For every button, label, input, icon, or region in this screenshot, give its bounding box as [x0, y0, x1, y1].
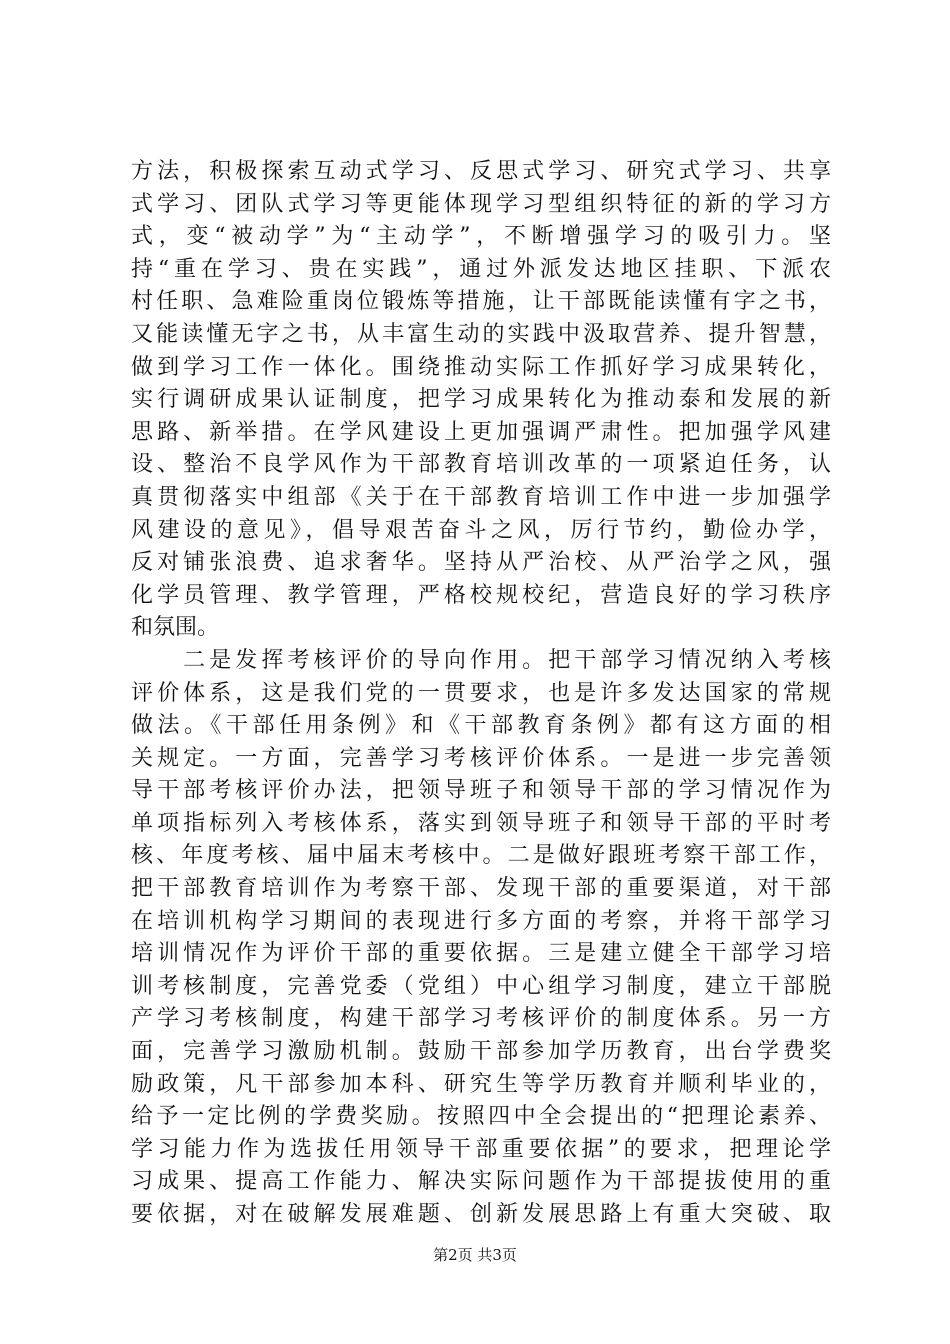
text-line: 励政策，凡干部参加本科、研究生等学历教育并顺利毕业的， [131, 1071, 831, 1097]
text-line: 风建设的意见》，倡导艰苦奋斗之风，厉行节约，勤俭办学， [131, 517, 831, 543]
text-line: 做到学习工作一体化。围绕推动实际工作抓好学习成果转化， [131, 354, 831, 380]
text-line: 实行调研成果认证制度，把学习成果转化为推动泰和发展的新 [131, 387, 831, 413]
text-line: 给予一定比例的学费奖励。按照四中全会提出的“把理论素养、 [131, 1104, 831, 1130]
text-line: 反对铺张浪费、追求奢华。坚持从严治校、从严治学之风，强 [131, 550, 831, 576]
text-line: 训考核制度，完善党委（党组）中心组学习制度，建立干部脱 [131, 973, 831, 999]
text-line: 学习能力作为选拔任用领导干部重要依据”的要求，把理论学 [131, 1136, 831, 1162]
text-line: 式学习、团队式学习等更能体现学习型组织特征的新的学习方 [131, 191, 831, 217]
text-line: 村任职、急难险重岗位锻炼等措施，让干部既能读懂有字之书， [131, 289, 831, 315]
text-line: 持“重在学习、贵在实践”，通过外派发达地区挂职、下派农 [131, 256, 831, 282]
text-line: 又能读懂无字之书，从丰富生动的实践中汲取营养、提升智慧， [131, 321, 831, 347]
text-line: 核、年度考核、届中届末考核中。二是做好跟班考察干部工作， [131, 843, 831, 869]
text-line: 真贯彻落实中组部《关于在干部教育培训工作中进一步加强学 [131, 484, 831, 510]
text-line: 思路、新举措。在学风建设上更加强调严肃性。把加强学风建 [131, 419, 831, 445]
text-line: 在培训机构学习期间的表现进行多方面的考察，并将干部学习 [131, 908, 831, 934]
text-line: 习成果、提高工作能力、解决实际问题作为干部提拔使用的重 [131, 1169, 831, 1195]
text-line: 和氛围。 [131, 615, 220, 641]
text-line: 二是发挥考核评价的导向作用。把干部学习情况纳入考核 [131, 647, 831, 673]
text-line: 关规定。一方面，完善学习考核评价体系。一是进一步完善领 [131, 745, 831, 771]
text-line: 把干部教育培训作为考察干部、发现干部的重要渠道，对干部 [131, 876, 831, 902]
document-body [131, 156, 831, 1232]
text-line: 式，变“被动学”为“主动学”，不断增强学习的吸引力。坚 [131, 224, 831, 250]
text-line: 培训情况作为评价干部的重要依据。三是建立健全干部学习培 [131, 941, 831, 967]
text-line: 产学习考核制度，构建干部学习考核评价的制度体系。另一方 [131, 1006, 831, 1032]
text-line: 导干部考核评价办法，把领导班子和领导干部的学习情况作为 [131, 778, 831, 804]
text-line: 评价体系，这是我们党的一贯要求，也是许多发达国家的常规 [131, 680, 831, 706]
text-line: 做法。《干部任用条例》和《干部教育条例》都有这方面的相 [131, 713, 831, 739]
text-line: 单项指标列入考核体系，落实到领导班子和领导干部的平时考 [131, 810, 831, 836]
page-footer: 第2页 共3页 [433, 1246, 517, 1264]
text-line: 面，完善学习激励机制。鼓励干部参加学历教育，出台学费奖 [131, 1039, 831, 1065]
text-line: 设、整治不良学风作为干部教育培训改革的一项紧迫任务，认 [131, 452, 831, 478]
text-line: 化学员管理、教学管理，严格校规校纪，营造良好的学习秩序 [131, 582, 831, 608]
text-line: 要依据，对在破解发展难题、创新发展思路上有重大突破、取 [131, 1202, 831, 1227]
text-line: 方法，积极探索互动式学习、反思式学习、研究式学习、共享 [131, 159, 831, 184]
